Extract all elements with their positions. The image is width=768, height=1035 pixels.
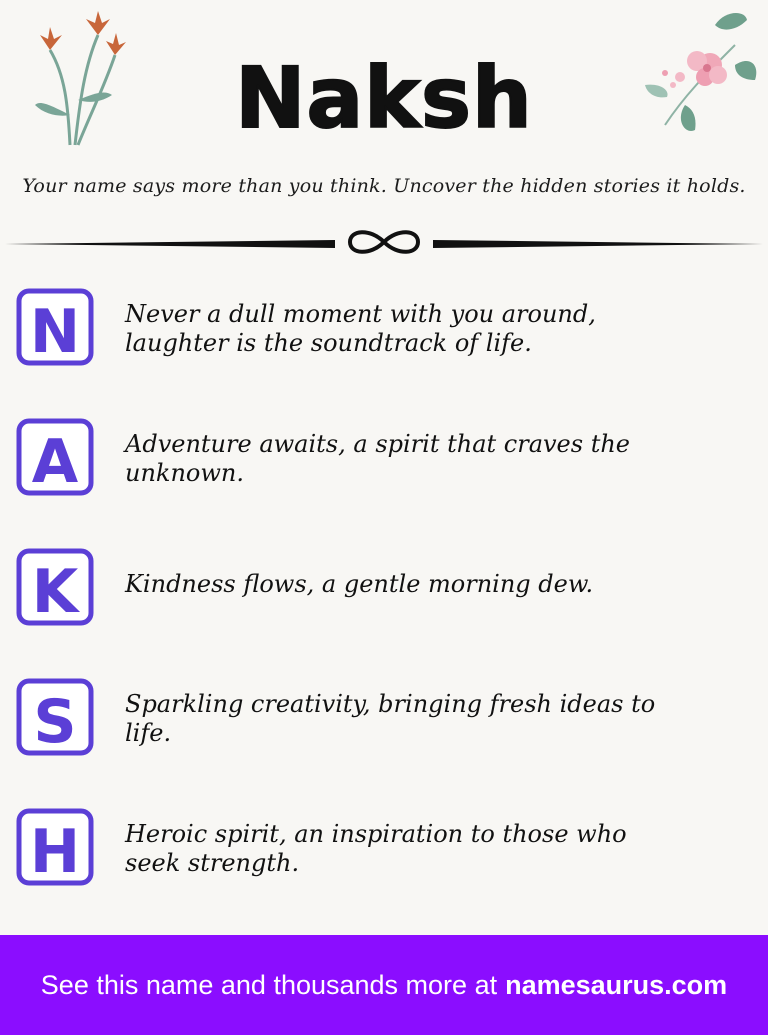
letter-tile-k [16,548,94,626]
infinity-divider-icon [0,222,768,262]
tile-letter: K [31,557,79,626]
tile-letter: H [29,817,81,886]
tile-letter: A [31,427,79,496]
letter-description: Heroic spirit, an inspiration to those who seek strength. [125,820,627,877]
letter-description: Sparkling creativity, bringing fresh ideas to life. [125,690,656,747]
list-item [0,800,768,890]
letter-tile-n [16,288,94,366]
letter-tile-h [16,808,94,886]
letter-description: Kindness flows, a gentle morning dew. [125,570,594,598]
tile-letter: S [33,687,77,756]
site-link[interactable]: namesaurus.com [505,969,728,1000]
name-title: Naksh [235,49,533,147]
list-item [0,410,768,500]
list-item [0,670,768,760]
footer-text: See this name and thousands more at [40,969,498,1000]
letter-tile-s [16,678,94,756]
letter-tile-a [16,418,94,496]
tile-letter: N [29,297,81,366]
letter-description: Adventure awaits, a spirit that craves the unknown. [125,430,631,487]
list-item [0,540,768,630]
list-item [0,280,768,370]
letter-description: Never a dull moment with you around, laughter is the soundtrack of life. [125,300,596,357]
footer-banner [0,935,768,1035]
tagline: Your name says more than you think. Uncover the hidden stories it holds. [22,175,746,197]
